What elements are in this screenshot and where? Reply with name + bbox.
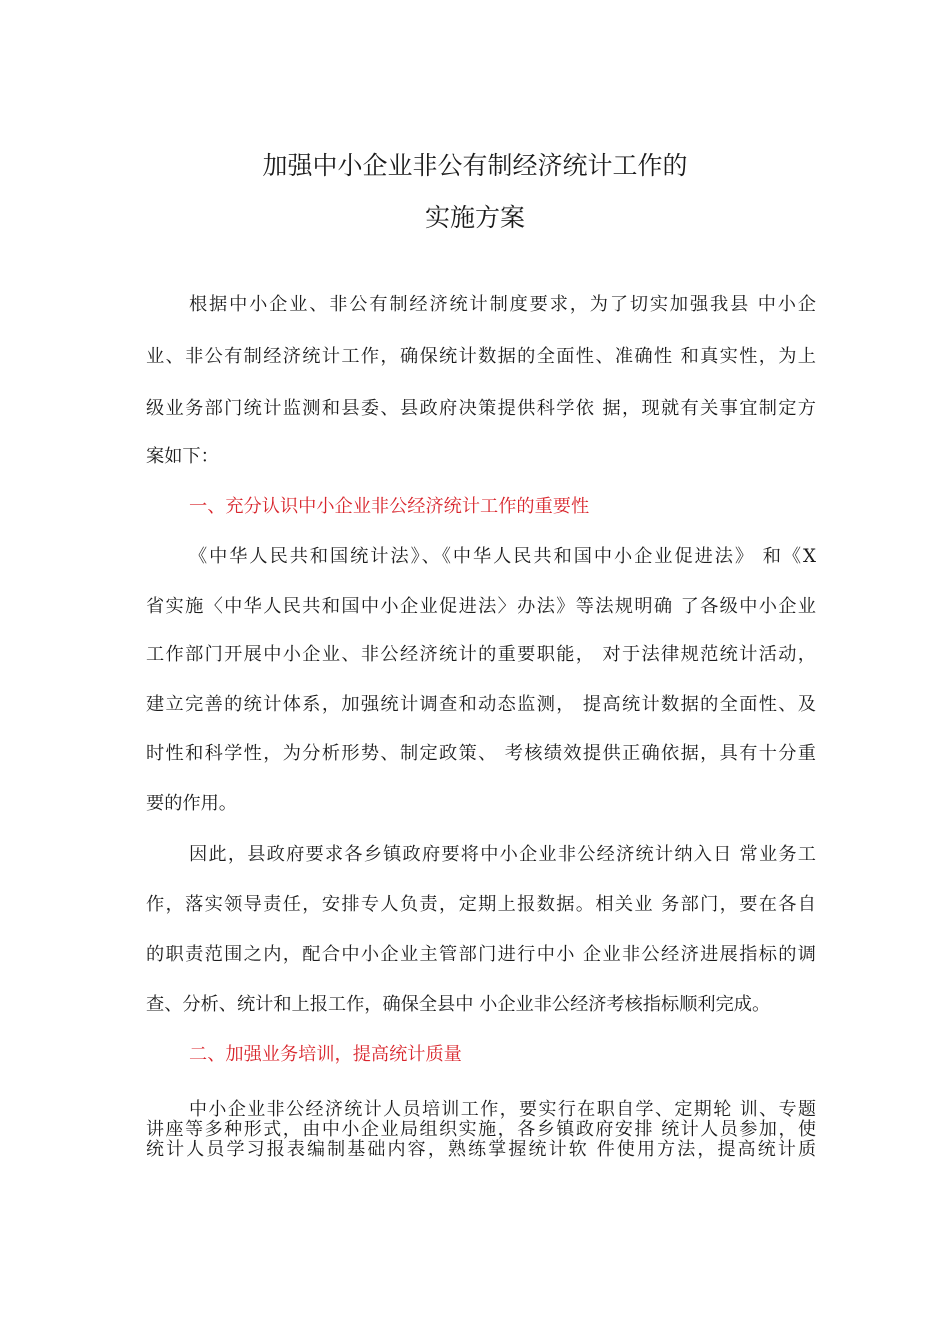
- paragraph-2-line-1: 《中华人民共和国统计法》、《中华人民共和国中小企业促进法》 和《X: [189, 546, 816, 567]
- paragraph-2-line-6: 要的作用。: [146, 793, 237, 814]
- paragraph-1-line-2: 业、非公有制经济统计工作，确保统计数据的全面性、准确性 和真实性，为上: [146, 346, 816, 367]
- paragraph-1-line-3: 级业务部门统计监测和县委、县政府决策提供科学依 据，现就有关事宜制定方: [146, 398, 816, 419]
- paragraph-2-line-3: 工作部门开展中小企业、非公经济统计的重要职能， 对于法律规范统计活动，: [146, 644, 816, 665]
- paragraph-1-line-1: 根据中小企业、非公有制经济统计制度要求，为了切实加强我县 中小企: [189, 294, 816, 315]
- section-heading-1: 一、充分认识中小企业非公经济统计工作的重要性: [189, 496, 590, 517]
- paragraph-3-line-2: 作，落实领导责任，安排专人负责，定期上报数据。相关业 务部门，要在各自: [146, 894, 816, 915]
- document-title-line-2: 实施方案: [424, 203, 525, 232]
- document-title-line-1: 加强中小企业非公有制经济统计工作的: [262, 151, 688, 180]
- paragraph-3-line-1: 因此，县政府要求各乡镇政府要将中小企业非公经济统计纳入日 常业务工: [189, 844, 816, 865]
- paragraph-1-line-4: 案如下：: [146, 446, 219, 467]
- paragraph-2-line-2: 省实施〈中华人民共和国中小企业促进法〉办法》等法规明确 了各级中小企业: [146, 596, 816, 617]
- paragraph-4-line-3: 统计人员学习报表编制基础内容，熟练掌握统计软 件使用方法，提高统计质: [146, 1139, 816, 1160]
- paragraph-3-line-3: 的职责范围之内，配合中小企业主管部门进行中小 企业非公经济进展指标的调: [146, 944, 816, 965]
- paragraph-3-line-4: 查、分析、统计和上报工作，确保全县中 小企业非公经济考核指标顺利完成。: [146, 994, 771, 1015]
- section-heading-2: 二、加强业务培训，提高统计质量: [189, 1044, 462, 1065]
- paragraph-2-line-5: 时性和科学性，为分析形势、制定政策、 考核绩效提供正确依据，具有十分重: [146, 743, 816, 764]
- paragraph-4-line-1: 中小企业非公经济统计人员培训工作，要实行在职自学、定期轮 训、专题: [189, 1099, 816, 1120]
- paragraph-2-line-4: 建立完善的统计体系，加强统计调查和动态监测， 提高统计数据的全面性、及: [146, 694, 816, 715]
- paragraph-4-line-2: 讲座等多种形式，由中小企业局组织实施，各乡镇政府安排 统计人员参加，使: [146, 1119, 816, 1140]
